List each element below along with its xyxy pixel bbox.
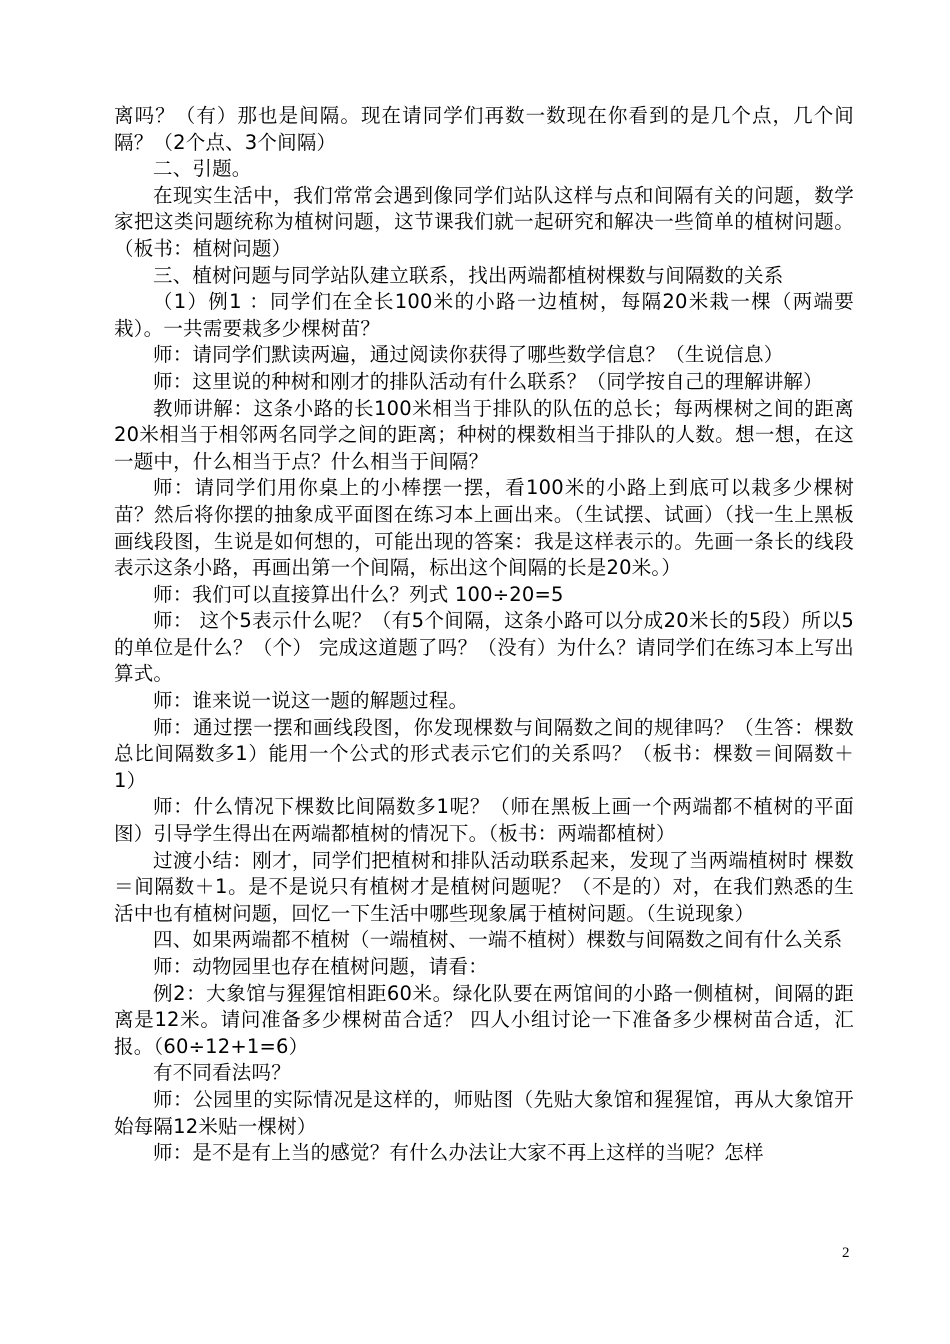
- paragraph: 师：这里说的种树和刚才的排队活动有什么联系？（同学按自己的理解讲解）: [153, 369, 823, 393]
- section-heading-connection: 三、植树问题与同学站队建立联系，找出两端都植树棵数与间隔数的关系: [153, 263, 784, 287]
- paragraph-continued: 离吗？（有）那也是间隔。现在请同学们再数一数现在你看到的是几个点，几个间隔？（2个点、3个间隔）: [114, 104, 854, 154]
- paragraph: 师：是不是有上当的感觉？有什么办法让大家不再上这样的当呢？怎样: [153, 1141, 764, 1165]
- paragraph: 师：动物园里也存在植树问题，请看：: [153, 955, 488, 978]
- paragraph: 教师讲解：这条小路的长100米相当于排队的队伍的总长；每两棵树之间的距离20米相当于相邻两名同学之间的距离；种树的棵数相当于排队的人数。想一想，在这一题中，什么相当于点？什么相当于间隔？: [114, 396, 854, 473]
- paragraph: 师：请同学们用你桌上的小棒摆一摆，看100米的小路上到底可以栽多少棵树苗？然后将你摆的抽象成平面图在练习本上画出来。（生试摆、试画）（找一生上黑板画线段图，生说是如何想的，可能出现的答案：我是这样表示的。先画一条长的线段表示这条小路，再画出第一个间隔，标出这个间隔的长是20米。）: [114, 476, 854, 580]
- example-2: 例2：大象馆与猩猩馆相距60米。绿化队要在两馆间的小路一侧植树，间隔的距离是12米。请问准备多少棵树苗合适？ 四人小组讨论一下准备多少棵树苗合适，汇报。（60÷12+1=6）: [114, 981, 854, 1058]
- example-1: （1）例1 ：同学们在全长100米的小路一边植树，每隔20米栽一棵（两端要栽）。一共需要栽多少棵树苗？: [114, 290, 854, 340]
- paragraph: 有不同看法吗？: [153, 1061, 291, 1085]
- paragraph: 在现实生活中，我们常常会遇到像同学们站队这样与点和间隔有关的问题，数学家把这类问题统称为植树问题，这节课我们就一起研究和解决一些简单的植树问题。（板书：植树问题）: [114, 183, 854, 260]
- page-number: 2: [842, 1245, 850, 1261]
- paragraph: 师： 这个5表示什么呢？（有5个间隔，这条小路可以分成20米长的5段）所以5的单位是什么？（个） 完成这道题了吗？（没有）为什么？请同学们在练习本上写出算式。: [114, 609, 854, 686]
- section-heading-intro: 二、引题。: [153, 157, 252, 181]
- paragraph: 师：请同学们默读两遍，通过阅读你获得了哪些数学信息？（生说信息）: [153, 343, 784, 367]
- paragraph: 师：谁来说一说这一题的解题过程。: [153, 689, 469, 713]
- section-heading-no-ends: 四、如果两端都不植树（一端植树、一端不植树）棵数与间隔数之间有什么关系: [153, 928, 843, 952]
- paragraph: 师：什么情况下棵数比间隔数多1呢？（师在黑板上画一个两端都不植树的平面图）引导学生得出在两端都植树的情况下。（板书：两端都植树）: [114, 795, 854, 846]
- paragraph: 师：我们可以直接算出什么？列式 100÷20=5: [153, 582, 564, 606]
- paragraph-summary: 过渡小结：刚才，同学们把植树和排队活动联系起来，发现了当两端植树时 棵数＝间隔数＋1。是不是说只有植树才是植树问题呢？（不是的）对，在我们熟悉的生活中也有植树问题，回忆一下生活中哪些现象属于植树问题。（生说现象）: [114, 848, 854, 925]
- paragraph: 师：公园里的实际情况是这样的，师贴图（先贴大象馆和猩猩馆，再从大象馆开始每隔12米贴一棵树）: [114, 1087, 854, 1138]
- paragraph: 师：通过摆一摆和画线段图，你发现棵数与间隔数之间的规律吗？（生答：棵数总比间隔数多1）能用一个公式的形式表示它们的关系吗？（板书：棵数＝间隔数＋1）: [114, 715, 854, 792]
- document-body: [114, 103, 854, 1167]
